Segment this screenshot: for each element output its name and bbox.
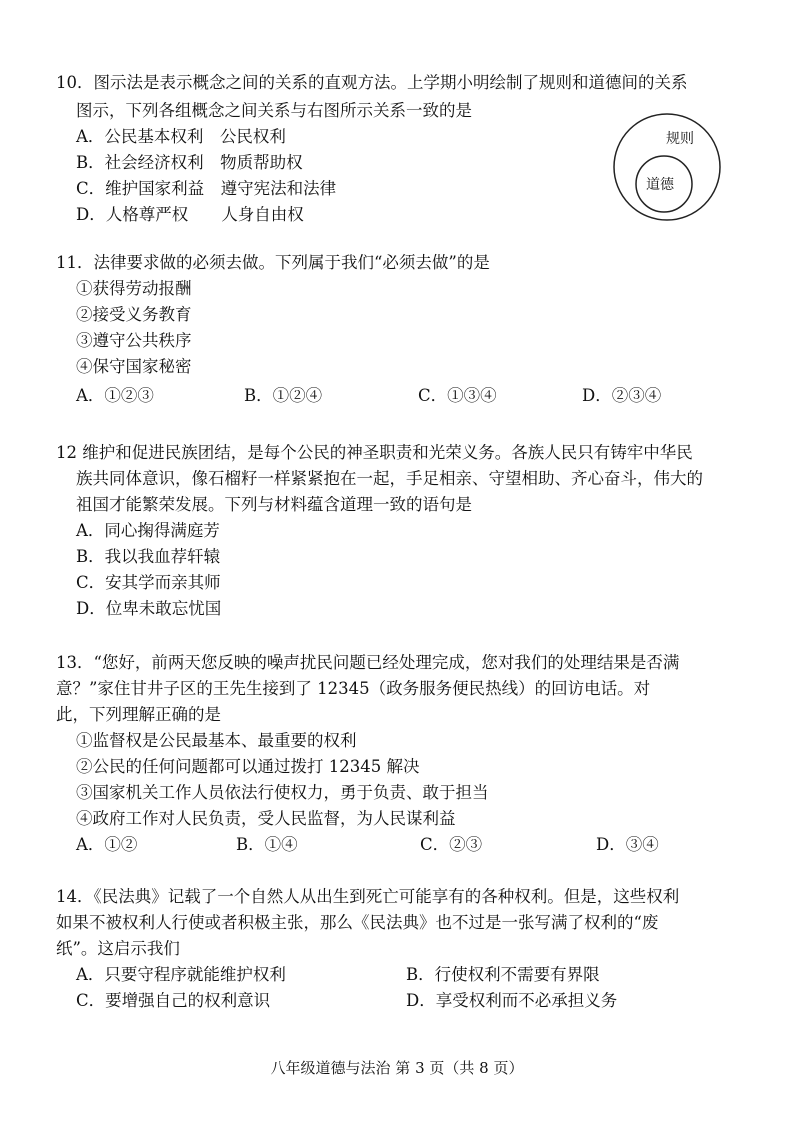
q10-stem-line2: 图示，下列各组概念之间关系与右图所示关系一致的是 <box>76 101 472 120</box>
q14-stem-line3: 纸”。这启示我们 <box>56 939 180 958</box>
q13-item-3: ③国家机关工作人员依法行使权力，勇于负责、敢于担当 <box>76 783 489 802</box>
q14-option-a: A．只要守程序就能维护权利 <box>76 965 286 984</box>
q13-option-a: A．①② <box>76 835 138 854</box>
q11-option-b: B．①②④ <box>244 386 323 405</box>
q14-stem-line1: 14．《民法典》记载了一个自然人从出生到死亡可能享有的各种权利。但是，这些权利 <box>56 887 680 906</box>
q10-option-a: A．公民基本权利 公民权利 <box>76 127 286 146</box>
q13-item-4: ④政府工作对人民负责，受人民监督，为人民谋利益 <box>76 809 456 828</box>
q13-stem-line2: 意？”家住甘井子区的王先生接到了 12345（政务服务便民热线）的回访电话。对 <box>56 679 651 698</box>
q12-stem-line1: 12 维护和促进民族团结，是每个公民的神圣职责和光荣义务。各族人民只有铸牢中华民 <box>56 443 693 462</box>
q13-option-d: D．③④ <box>596 835 659 854</box>
q14-option-b: B．行使权利不需要有界限 <box>406 965 600 984</box>
q13-item-2: ②公民的任何问题都可以通过拨打 12345 解决 <box>76 757 420 776</box>
q11-option-a: A．①②③ <box>76 386 154 405</box>
q12-stem-line2: 族共同体意识，像石榴籽一样紧紧抱在一起，手足相亲、守望相助、齐心奋斗，伟大的 <box>76 469 703 488</box>
q11-item-4: ④保守国家秘密 <box>76 357 192 376</box>
q12-option-b: B．我以我血荐轩辕 <box>76 547 221 566</box>
page-footer: 八年级道德与法治 第 3 页（共 8 页） <box>270 1059 524 1077</box>
q13-option-b: B．①④ <box>236 835 298 854</box>
q11-option-d: D．②③④ <box>582 386 662 405</box>
q11-item-3: ③遵守公共秩序 <box>76 331 192 350</box>
q11-item-2: ②接受义务教育 <box>76 305 192 324</box>
q12-stem-line3: 祖国才能繁荣发展。下列与材料蕴含道理一致的语句是 <box>76 495 472 514</box>
inner-circle-label: 道德 <box>646 177 674 193</box>
q13-stem-line3: 此，下列理解正确的是 <box>56 705 221 724</box>
q10-option-c: C．维护国家利益 遵守宪法和法律 <box>76 179 337 198</box>
q10-option-d: D．人格尊严权 人身自由权 <box>76 205 304 224</box>
q10-option-b: B．社会经济权利 物质帮助权 <box>76 153 303 172</box>
q13-option-c: C．②③ <box>420 835 483 854</box>
q12-option-d: D．位卑未敢忘忧国 <box>76 599 222 618</box>
q10-stem-line1: 10．图示法是表示概念之间的关系的直观方法。上学期小明绘制了规则和道德间的关系 <box>56 73 688 92</box>
q13-stem-line1: 13．“您好，前两天您反映的噪声扰民问题已经处理完成，您对我们的处理结果是否满 <box>56 653 680 672</box>
q11-option-c: C．①③④ <box>418 386 497 405</box>
outer-circle <box>614 114 720 220</box>
q12-option-a: A．同心掬得满庭芳 <box>76 521 220 540</box>
q11-item-1: ①获得劳动报酬 <box>76 279 192 298</box>
q12-option-c: C．安其学而亲其师 <box>76 573 221 592</box>
q13-item-1: ①监督权是公民最基本、最重要的权利 <box>76 731 357 750</box>
q14-stem-line2: 如果不被权利人行使或者积极主张，那么《民法典》也不过是一张写满了权利的“废 <box>56 913 659 932</box>
q14-option-c: C．要增强自己的权利意识 <box>76 991 271 1010</box>
outer-circle-label: 规则 <box>666 131 694 147</box>
rules-morality-venn-diagram <box>612 112 722 222</box>
q11-stem: 11．法律要求做的必须去做。下列属于我们“必须去做”的是 <box>56 253 490 272</box>
q14-option-d: D．享受权利而不必承担义务 <box>406 991 618 1010</box>
